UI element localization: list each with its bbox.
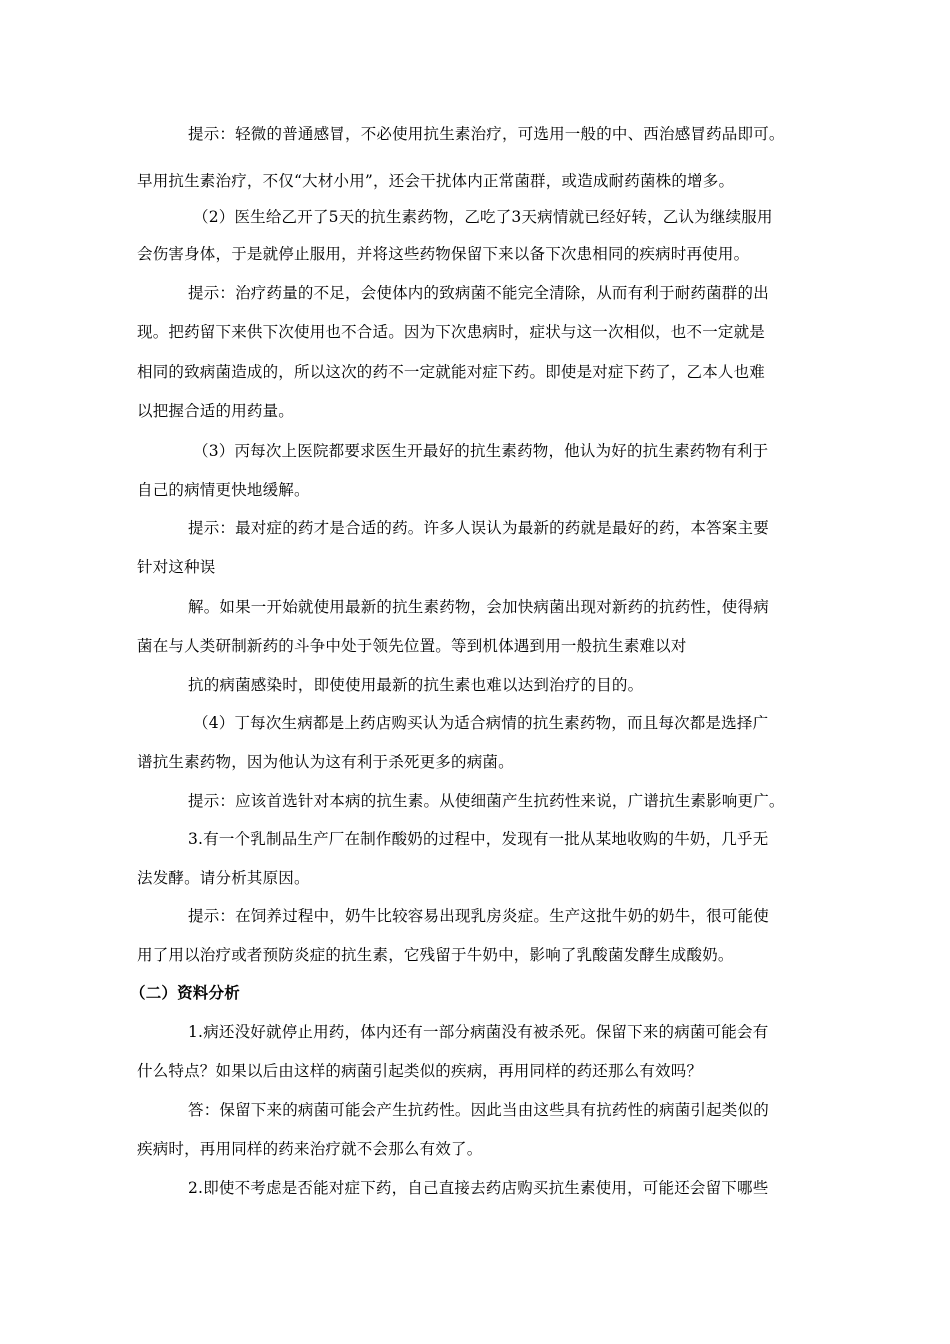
paragraph-line: 提示：轻微的普通感冒，不必使用抗生素治疗，可选用一般的中、西治感冒药品即可。 — [188, 125, 785, 143]
question-line: 1.病还没好就停止用药，体内还有一部分病菌没有被杀死。保留下来的病菌可能会有 — [188, 1023, 769, 1041]
question-line: 谱抗生素药物，因为他认为这有利于杀死更多的病菌。 — [137, 753, 514, 771]
paragraph-line: 用了用以治疗或者预防炎症的抗生素，它残留于牛奶中，影响了乳酸菌发酵生成酸奶。 — [137, 946, 734, 964]
paragraph-line: 针对这种误 — [137, 558, 216, 576]
question-line: （3）丙每次上医院都要求医生开最好的抗生素药物，他认为好的抗生素药物有利于 — [193, 442, 769, 460]
paragraph-line: 提示：在饲养过程中，奶牛比较容易出现乳房炎症。生产这批牛奶的奶牛，很可能使 — [188, 907, 769, 925]
paragraph-line: 早用抗生素治疗，不仅“大材小用”，还会干扰体内正常菌群，或造成耐药菌株的增多。 — [137, 172, 735, 190]
question-line: 什么特点？如果以后由这样的病菌引起类似的疾病，再用同样的药还那么有效吗？ — [137, 1062, 703, 1080]
answer-line: 答：保留下来的病菌可能会产生抗药性。因此当由这些具有抗药性的病菌引起类似的 — [188, 1101, 769, 1119]
paragraph-line: 提示：应该首选针对本病的抗生素。从使细菌产生抗药性来说，广谱抗生素影响更广。 — [188, 792, 785, 810]
question-line: 2.即使不考虑是否能对症下药，自己直接去药店购买抗生素使用，可能还会留下哪些 — [188, 1179, 769, 1197]
paragraph-line: 相同的致病菌造成的，所以这次的药不一定就能对症下药。即使是对症下药了，乙本人也难 — [137, 363, 766, 381]
paragraph-line: 提示：最对症的药才是合适的药。许多人误认为最新的药就是最好的药，本答案主要 — [188, 519, 769, 537]
question-line: （4）丁每次生病都是上药店购买认为适合病情的抗生素药物，而且每次都是选择广 — [193, 714, 769, 732]
paragraph-line: 解。如果一开始就使用最新的抗生素药物，会加快病菌出现对新药的抗药性，使得病 — [188, 598, 769, 616]
paragraph-line: 菌在与人类研制新药的斗争中处于领先位置。等到机体遇到用一般抗生素难以对 — [137, 637, 687, 655]
question-line: 3.有一个乳制品生产厂在制作酸奶的过程中，发现有一批从某地收购的牛奶，几乎无 — [188, 830, 769, 848]
paragraph-line: 提示：治疗药量的不足，会使体内的致病菌不能完全清除，从而有利于耐药菌群的出 — [188, 284, 769, 302]
question-line: 自己的病情更快地缓解。 — [137, 481, 310, 499]
question-line: （2）医生给乙开了5天的抗生素药物，乙吃了3天病情就已经好转，乙认为继续服用 — [193, 208, 773, 226]
answer-line: 疾病时，再用同样的药来治疗就不会那么有效了。 — [137, 1140, 483, 1158]
question-line: 法发酵。请分析其原因。 — [137, 869, 310, 887]
paragraph-line: 现。把药留下来供下次使用也不合适。因为下次患病时，症状与这一次相似，也不一定就是 — [137, 323, 766, 341]
paragraph-line: 抗的病菌感染时，即使使用最新的抗生素也难以达到治疗的目的。 — [188, 676, 644, 694]
section-heading: （二）资料分析 — [130, 983, 240, 1002]
question-line: 会伤害身体，于是就停止服用，并将这些药物保留下来以备下次患相同的疾病时再使用。 — [137, 245, 750, 263]
paragraph-line: 以把握合适的用药量。 — [137, 402, 295, 420]
